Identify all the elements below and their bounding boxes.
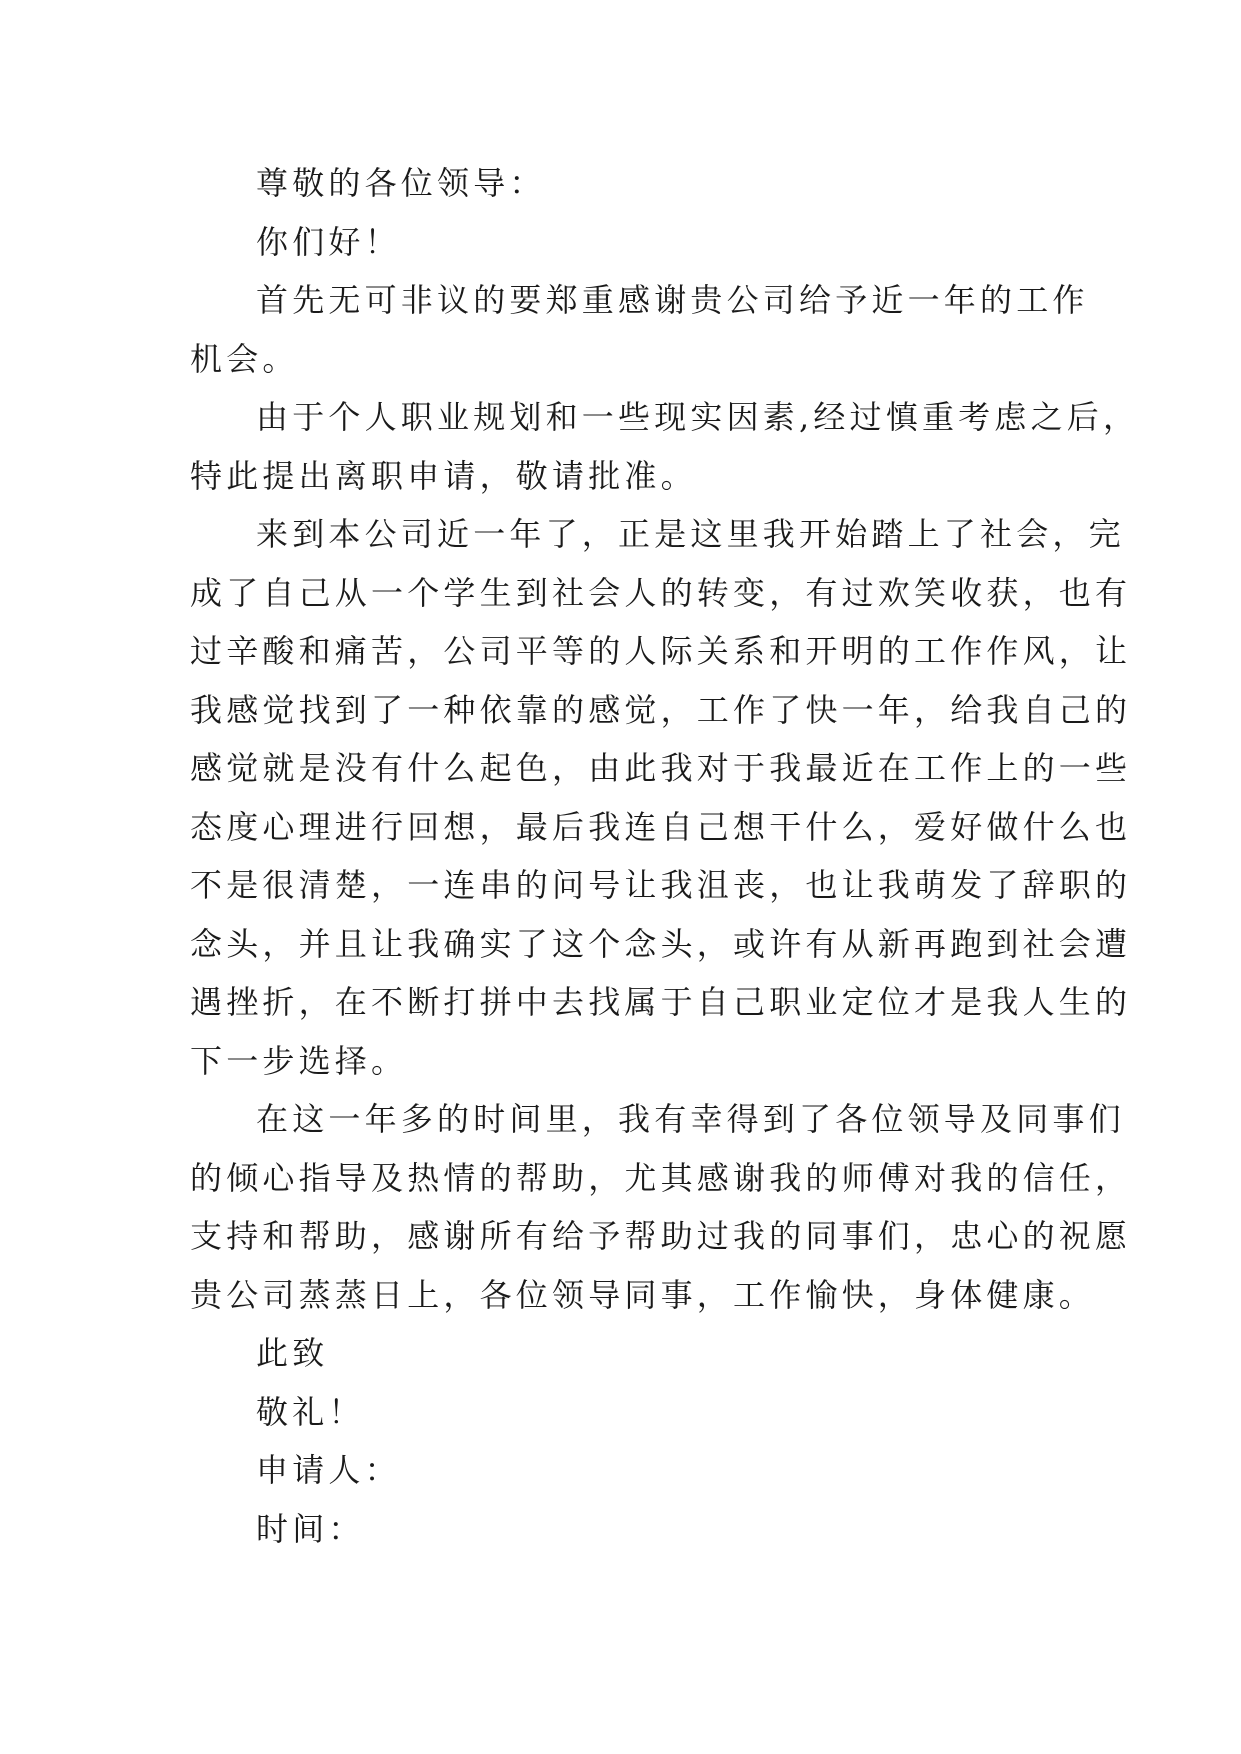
paragraph-reason [190,388,1140,505]
resignation-letter [190,154,1140,1558]
date-label: 时间： [256,1509,365,1548]
paragraph-line: 来到本公司近一年了，正是这里我开始踏上了社会，完 [256,515,1125,553]
paragraph-line: 成了自己从一个学生到社会人的转变，有过欢笑收获，也有 [190,573,1132,612]
paragraph-line: 不是很清楚，一连串的问号让我沮丧，也让我萌发了辞职的 [190,866,1132,904]
paragraph-line: 在这一年多的时间里，我有幸得到了各位领导及同事们 [256,1100,1125,1138]
applicant-label: 申请人： [256,1451,401,1489]
paragraph-line: 态度心理进行回想，最后我连自己想干什么，爱好做什么也 [190,807,1132,846]
paragraph-line: 念头，并且让我确实了这个念头，或许有从新再跑到社会遭 [190,924,1132,963]
paragraph-line: 过辛酸和痛苦，公司平等的人际关系和开明的工作作风，让 [190,632,1132,670]
paragraph-line: 由于个人职业规划和一些现实因素,经过慎重考虑之后， [256,398,1140,436]
paragraph-gratitude [190,1090,1132,1324]
salutation: 尊敬的各位领导： [256,164,546,202]
paragraph-line: 机会。 [190,339,299,378]
paragraph-line: 感觉就是没有什么起色，由此我对于我最近在工作上的一些 [190,749,1132,787]
paragraph-line: 首先无可非议的要郑重感谢贵公司给予近一年的工作 [256,281,1089,319]
closing-salute: 敬礼！ [256,1392,365,1431]
paragraph-line: 下一步选择。 [190,1041,408,1080]
paragraph-line: 特此提出离职申请，敬请批准。 [190,456,697,495]
paragraph-thanks [190,271,1089,388]
greeting: 你们好！ [256,222,401,261]
paragraph-reflection [190,505,1132,1090]
paragraph-line: 我感觉找到了一种依靠的感觉，工作了快一年，给我自己的 [190,690,1132,729]
paragraph-line: 支持和帮助，感谢所有给予帮助过我的同事们，忠心的祝愿 [190,1217,1132,1255]
paragraph-line: 贵公司蒸蒸日上，各位领导同事，工作愉快，身体健康。 [190,1275,1096,1314]
paragraph-line: 的倾心指导及热情的帮助，尤其感谢我的师傅对我的信任， [190,1158,1132,1197]
paragraph-line: 遇挫折，在不断打拼中去找属于自己职业定位才是我人生的 [190,983,1132,1021]
closing-phrase: 此致 [256,1334,329,1372]
